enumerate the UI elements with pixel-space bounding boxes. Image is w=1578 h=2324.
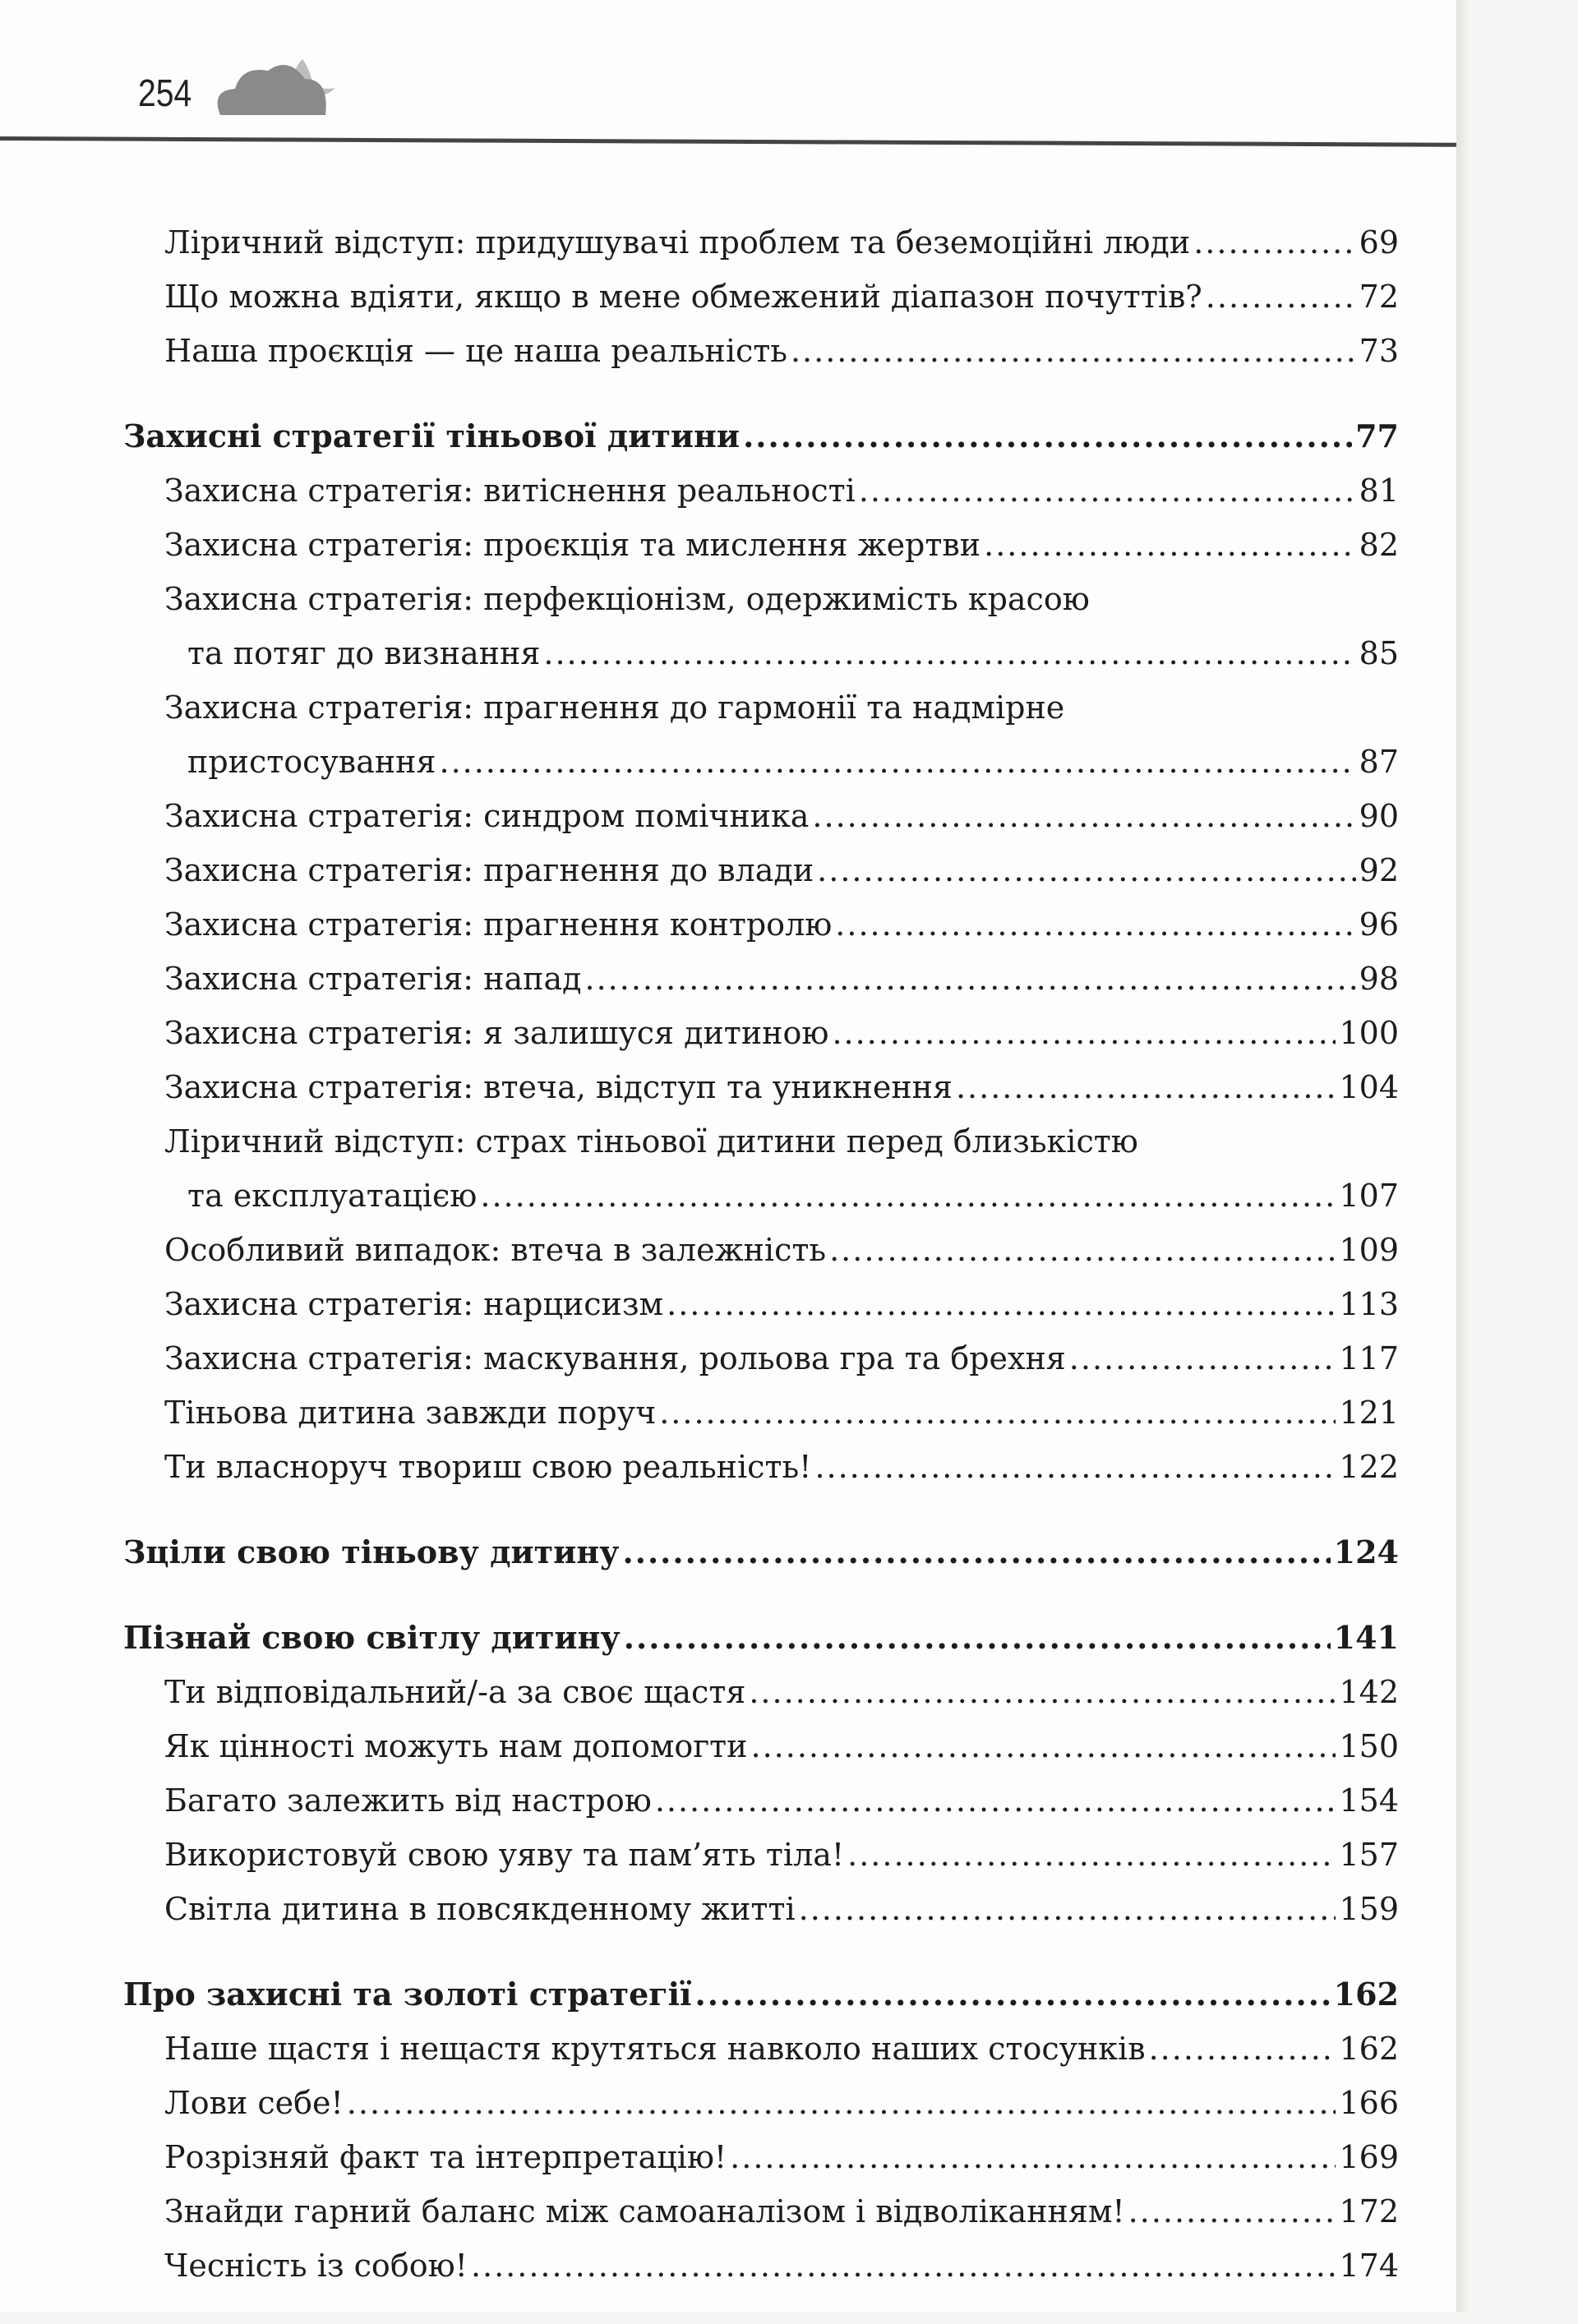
toc-entry[interactable] <box>123 1773 1399 1828</box>
dot-leader <box>817 843 1355 897</box>
entry-page: 109 <box>1339 1232 1399 1268</box>
entry-title: Захисна стратегія: прагнення до гармонії та надмірне <box>164 689 1065 726</box>
dot-leader <box>1149 2022 1336 2076</box>
entry-title: Захисна стратегія: прагнення до влади <box>164 852 814 888</box>
entry-page: 154 <box>1339 1782 1399 1819</box>
entry-page: 100 <box>1339 1015 1399 1051</box>
entry-page: 122 <box>1339 1449 1399 1485</box>
toc-entry[interactable] <box>123 1223 1399 1277</box>
dot-leader <box>832 1006 1336 1060</box>
entry-title: Ти відповідальний/-а за своє щастя <box>164 1674 746 1710</box>
entry-page: 69 <box>1359 224 1399 261</box>
entry-title: Захисна стратегія: витіснення реальності <box>164 473 856 509</box>
toc-entry[interactable] <box>123 1277 1399 1331</box>
toc-heading[interactable] <box>123 1611 1399 1665</box>
entry-page: 90 <box>1359 798 1399 834</box>
dot-leader <box>439 735 1355 789</box>
entry-page: 121 <box>1339 1395 1399 1431</box>
header-rule <box>0 136 1456 147</box>
entry-title: Захисна стратегія: нарцисизм <box>164 1286 664 1322</box>
toc-entry[interactable] <box>123 2076 1399 2130</box>
entry-page: 157 <box>1339 1837 1399 1873</box>
entry-page: 162 <box>1339 2031 1399 2067</box>
page-edge <box>1456 0 1471 2312</box>
entry-page: 92 <box>1359 852 1399 888</box>
dot-leader <box>1206 270 1356 324</box>
entry-title: Захисна стратегія: синдром помічника <box>164 798 810 834</box>
dot-leader <box>749 1665 1336 1719</box>
dot-leader <box>622 1525 1330 1579</box>
entry-title: Розрізняй факт та інтерпретацію! <box>164 2139 727 2175</box>
entry-title: Ти власноруч твориш свою реальність! <box>164 1449 812 1485</box>
toc-entry[interactable] <box>123 572 1399 626</box>
dot-leader <box>956 1060 1336 1114</box>
dot-leader <box>543 626 1355 680</box>
toc-entry[interactable] <box>123 2184 1399 2239</box>
entry-page: 104 <box>1339 1069 1399 1105</box>
dot-leader <box>835 897 1355 952</box>
entry-page: 98 <box>1359 961 1399 997</box>
toc-section <box>123 215 1399 378</box>
dot-leader <box>743 409 1352 463</box>
toc-heading[interactable] <box>123 1525 1399 1579</box>
toc-entry[interactable] <box>123 518 1399 572</box>
dot-leader <box>1193 215 1355 270</box>
toc-entry-continuation[interactable] <box>123 1169 1399 1223</box>
toc-entry[interactable] <box>123 1114 1399 1169</box>
entry-title: Захисні стратегії тіньової дитини <box>123 417 741 454</box>
entry-page: 117 <box>1339 1340 1399 1376</box>
entry-page: 166 <box>1339 2085 1399 2121</box>
cloud-moon-icon <box>212 51 360 117</box>
toc-entry[interactable] <box>123 463 1399 518</box>
entry-page: 150 <box>1339 1728 1399 1764</box>
dot-leader <box>1128 2184 1336 2239</box>
entry-page: 87 <box>1359 744 1399 780</box>
dot-leader <box>799 1882 1336 1936</box>
dot-leader <box>829 1223 1336 1277</box>
dot-leader <box>585 952 1356 1006</box>
toc-entry[interactable] <box>123 1719 1399 1773</box>
toc-entry[interactable] <box>123 1386 1399 1440</box>
entry-title: Ліричний відступ: придушувачі проблем та беземоційні люди <box>164 224 1191 261</box>
dot-leader <box>847 1828 1336 1882</box>
toc-entry[interactable] <box>123 952 1399 1006</box>
entry-title: Наша проєкція — це наша реальність <box>164 333 787 369</box>
dot-leader <box>667 1277 1336 1331</box>
entry-page: 172 <box>1339 2193 1399 2229</box>
toc-entry[interactable] <box>123 1828 1399 1882</box>
entry-title: Захисна стратегія: проєкція та мислення жертви <box>164 527 981 563</box>
dot-leader <box>471 2239 1336 2293</box>
entry-title: Про захисні та золоті стратегії <box>123 1976 692 2013</box>
toc-entry[interactable] <box>123 1331 1399 1386</box>
toc-entry-continuation[interactable] <box>123 735 1399 789</box>
dot-leader <box>859 463 1356 518</box>
toc-entry[interactable] <box>123 680 1399 735</box>
entry-title: Знайди гарний баланс між самоаналізом і відволіканням! <box>164 2193 1125 2229</box>
entry-title: Захисна стратегія: прагнення контролю <box>164 906 833 943</box>
toc-entry[interactable] <box>123 789 1399 843</box>
entry-title: Захисна стратегія: маскування, рольова гра та брехня <box>164 1340 1066 1376</box>
toc-entry-continuation[interactable] <box>123 626 1399 680</box>
toc-entry[interactable] <box>123 1440 1399 1494</box>
entry-title: Використовуй свою уяву та пам’ять тіла! <box>164 1837 845 1873</box>
entry-title: Чесність із собою! <box>164 2248 468 2284</box>
toc-section <box>123 1967 1399 2293</box>
dot-leader <box>812 789 1355 843</box>
toc-entry[interactable] <box>123 1006 1399 1060</box>
entry-page: 77 <box>1355 417 1399 454</box>
toc-entry[interactable] <box>123 2239 1399 2293</box>
entry-title: Що можна вдіяти, якщо в мене обмежений діапазон почуттів? <box>164 279 1202 315</box>
dot-leader <box>751 1719 1336 1773</box>
entry-title: Тіньова дитина завжди поруч <box>164 1395 657 1431</box>
dot-leader <box>814 1440 1336 1494</box>
entry-title: Захисна стратегія: напад <box>164 961 582 997</box>
entry-title: пристосування <box>187 744 436 780</box>
entry-page: 174 <box>1339 2248 1399 2284</box>
entry-page: 96 <box>1359 906 1399 943</box>
entry-title: Світла дитина в повсякденному житті <box>164 1891 796 1927</box>
entry-page: 72 <box>1359 279 1399 315</box>
page-number: 254 <box>138 71 192 114</box>
entry-page: 85 <box>1359 635 1399 671</box>
entry-page: 169 <box>1339 2139 1399 2175</box>
toc-entry[interactable] <box>123 843 1399 897</box>
dot-leader <box>1069 1331 1336 1386</box>
toc-entry[interactable] <box>123 897 1399 952</box>
entry-title: Як цінності можуть нам допомогти <box>164 1728 748 1764</box>
toc-section <box>123 1611 1399 1936</box>
toc-entry[interactable] <box>123 2130 1399 2184</box>
toc-section <box>123 409 1399 1494</box>
entry-page: 159 <box>1339 1891 1399 1927</box>
table-of-contents <box>123 215 1399 2324</box>
toc-entry[interactable] <box>123 1060 1399 1114</box>
entry-page: 142 <box>1339 1674 1399 1710</box>
entry-title: Захисна стратегія: втеча, відступ та уникнення <box>164 1069 953 1105</box>
dot-leader <box>655 1773 1336 1828</box>
dot-leader <box>694 1967 1330 2022</box>
entry-title: Пізнай свою світлу дитину <box>123 1619 621 1656</box>
entry-title: та потяг до визнання <box>187 635 541 671</box>
dot-leader <box>347 2076 1336 2130</box>
entry-title: та експлуатацією <box>187 1178 478 1214</box>
entry-page: 113 <box>1339 1286 1399 1322</box>
toc-entry[interactable] <box>123 270 1399 324</box>
entry-title: Захисна стратегія: я залишуся дитиною <box>164 1015 829 1051</box>
entry-title: Зціли свою тіньову дитину <box>123 1533 620 1570</box>
entry-page: 107 <box>1339 1178 1399 1214</box>
entry-title: Захисна стратегія: перфекціонізм, одержимість красою <box>164 581 1090 617</box>
entry-title: Багато залежить від настрою <box>164 1782 652 1819</box>
entry-page: 81 <box>1359 473 1399 509</box>
toc-heading[interactable] <box>123 1967 1399 2022</box>
toc-entry[interactable] <box>123 1882 1399 1936</box>
dot-leader <box>480 1169 1336 1223</box>
dot-leader <box>791 324 1356 378</box>
toc-section <box>123 1525 1399 1579</box>
entry-title: Особливий випадок: втеча в залежність <box>164 1232 827 1268</box>
entry-page: 73 <box>1359 333 1399 369</box>
entry-page: 82 <box>1359 527 1399 563</box>
entry-page: 124 <box>1333 1533 1399 1570</box>
entry-page: 162 <box>1333 1976 1399 2013</box>
entry-page: 141 <box>1333 1619 1399 1656</box>
toc-heading[interactable] <box>123 409 1399 463</box>
toc-entry[interactable] <box>123 215 1399 270</box>
dot-leader <box>730 2130 1336 2184</box>
entry-title: Ліричний відступ: страх тіньової дитини перед близькістю <box>164 1123 1138 1160</box>
entry-title: Наше щастя і нещастя крутяться навколо наших стосунків <box>164 2031 1146 2067</box>
entry-title: Лови себе! <box>164 2085 344 2121</box>
toc-entry[interactable] <box>123 1665 1399 1719</box>
toc-entry[interactable] <box>123 324 1399 378</box>
dot-leader <box>659 1386 1336 1440</box>
dot-leader <box>624 1611 1331 1665</box>
dot-leader <box>984 518 1356 572</box>
toc-entry[interactable] <box>123 2022 1399 2076</box>
